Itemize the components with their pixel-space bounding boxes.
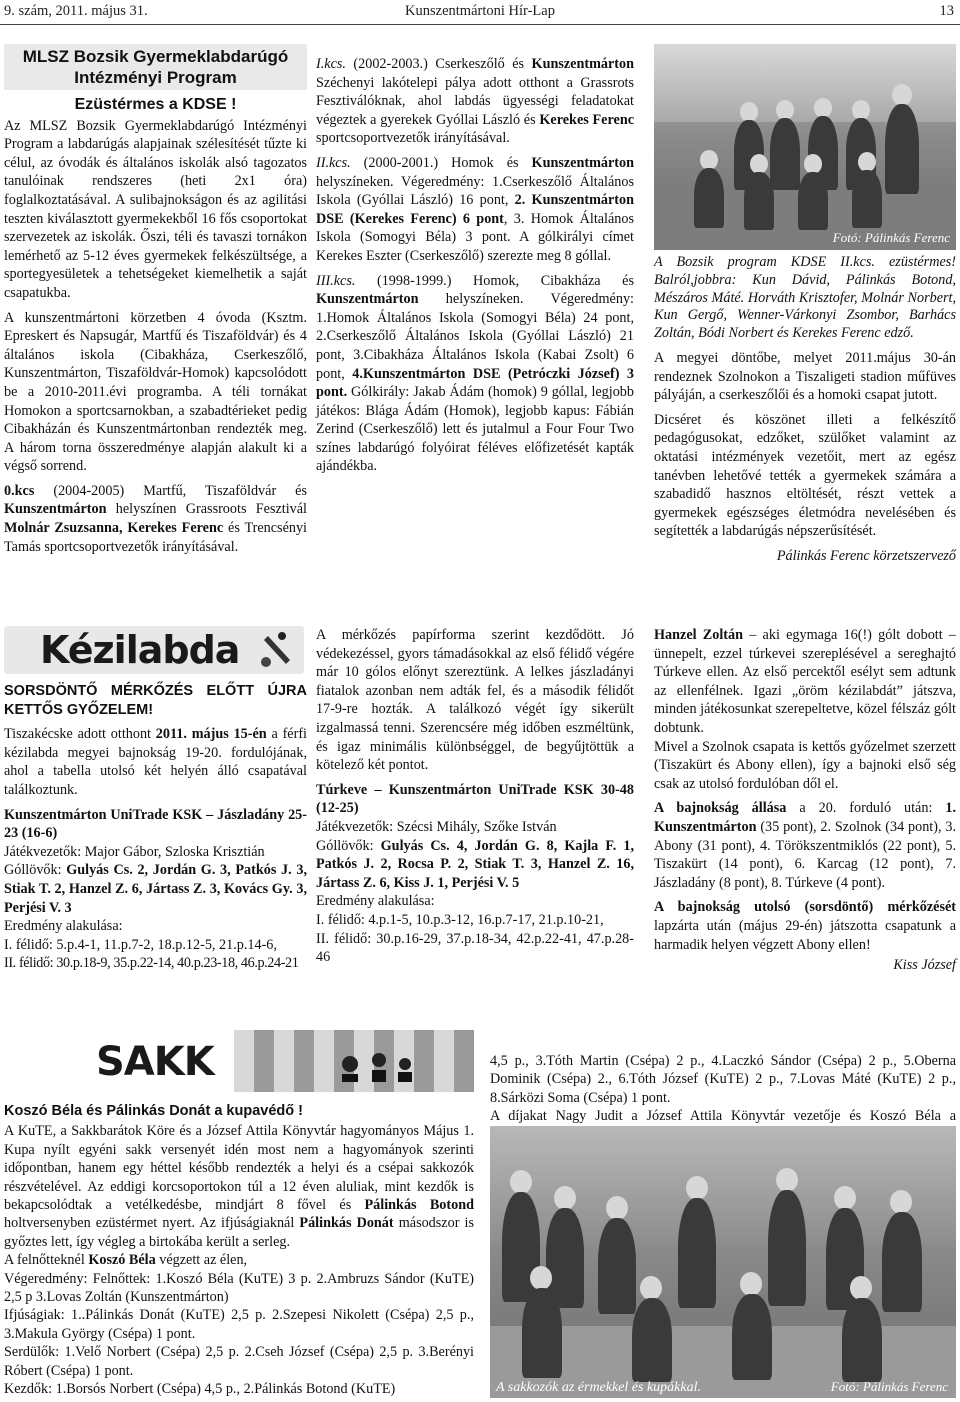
chess-results-beginners: Kezdők: 1.Borsós Norbert (Csépa) 4,5 p., 2.Pálinkás Botond (KuTE) xyxy=(4,1381,396,1398)
person-figure xyxy=(768,1190,806,1306)
mlsz-kcs2: II.kcs. (2000-2001.) Homok és Kunszentmárton helyszíneken. Végeredmény: 1.Cserkeszőlő Általános Iskola (Gyóllai László) 16 pont, 2. Kunszentmárton DSE (Kerekes Ferenc) 6 pont, 3. Homok Általános Iskola (Somogyi Béla) 3 pont. A gólkirályi címet Kerekes Eszter (Cserkeszőlő) szerezte meg 8 góllal. xyxy=(316,154,635,264)
handball-article-cont xyxy=(316,626,634,967)
mlsz-kcs1: I.kcs. (2002-2003.) Cserkeszőlő és Kunszentmárton Széchenyi lakótelepi pálya adott otthont a Grassrots Fesztiválóknak, ahol labdás ügyességi feladatokat végeztek a gyerekek Gyóllai László és Kerekes Ferenc sportcsoportvezetők irányításával. xyxy=(316,56,635,147)
chess-results-adults: Végeredmény: Felnőttek: 1.Koszó Béla (KuTE) 3 p. 2.Ambruzs Sándor (KuTE) 2,5 p 3.Lovas Zoltán (Kunszentmárton) xyxy=(4,1270,474,1306)
mlsz-subtitle: Ezüstérmes a KDSE ! xyxy=(74,96,237,113)
person-head xyxy=(834,1186,856,1210)
person-head xyxy=(554,1186,576,1210)
person-figure xyxy=(598,1218,636,1314)
match1-half1: I. félidő: 5.p.4-1, 11.p.7-2, 18.p.12-5, 21.p.14-6, xyxy=(4,936,277,953)
handball-headline: SORSDÖNTŐ MÉRKŐZÉS ELŐTT ÚJRA KETTŐS GYŐZELEM! xyxy=(4,683,307,718)
mlsz-title-line2: Intézményi Program xyxy=(74,68,237,87)
match2-result-label: Eredmény alakulása: xyxy=(316,893,435,910)
chess-prizes: A díjakat Nagy Judit a József Attila Könyvtár vezetője és Koszó Béla a xyxy=(490,1108,956,1125)
page-header xyxy=(0,0,960,22)
mlsz-signature: Pálinkás Ferenc körzetszervező xyxy=(776,547,956,564)
team-photo-caption: A Bozsik program KDSE II.kcs. ezüstérmes! Balról,jobbra: Kun Dávid, Pálinkás Botond, Mészáros Máté. Horváth Krisztofer, Molnár Norbert, Kun Gergő, Wenner-Várkonyi Zsombor, Barhács Zoltán, Bódi Norbert és Kerekes Ferenc edző. xyxy=(654,254,956,342)
mlsz-kcs3: III.kcs. (1998-1999.) Homok, Cibakháza és Kunszentmárton helyszíneken. Végeredmény: 1.Homok Általános Iskola (Somogyi Béla) 24 pont, 2.Cserkeszőlő Általános Iskola (Gyóllai László) 21 pont, 3.Cibakháza Általános Iskola (Kabai Zsolt) 6 pont, 4.Kunszentmárton DSE (Petróczki József) 3 pont. Gólkirály: Jakab Ádám (homok) 9 góllal, legjobb játékos: Blága Ádám (Homok), legjobb kapus: Fábián Zerind (Cserkeszőlő) lett és jutalmul a Four Four Two színes labdarúgó folyóirat féléves előfizetését kapták ajándékba. xyxy=(316,272,634,475)
handball-player-icon xyxy=(256,630,296,670)
chess-headline: Koszó Béla és Pálinkás Donát a kupavédő ! xyxy=(4,1103,303,1119)
coach-figure xyxy=(885,104,919,194)
chess-paragraph-2: A felnőtteknél Koszó Béla végzett az élen, xyxy=(4,1252,248,1269)
person-figure xyxy=(882,1212,922,1312)
match1-referees: Játékvezetők: Major Gábor, Szloska Krisztián xyxy=(4,843,265,860)
mlsz-paragraph-2: A kunszentmártoni körzetben 4 óvoda (Ksztm. Epreskert és Napsugár, Martfű és Tiszaföldvár) és 4 általános iskola (Cibakháza, Cserkeszőlő, Kunszentmárton, Tiszaföldvár-Homok) kapcsolódott be a 2010-2011.évi programba. A téli tornákat Homokon a sportcsarnokban, a szabadtérieket pedig Cibakházán és Kunszentmártonban rendezték meg. A három torna összeredménye alapján alakult ki a végső sorrend. xyxy=(4,309,307,475)
handball-standing-note: Mivel a Szolnok csapata is kettős győzelmet szerzett (Tiszakürt és Abony ellen), így a bajnoki első ség csak az utolsó fordulóban dől el. xyxy=(654,738,956,792)
chess-results-cadets: Serdülők: 1.Velő Norbert (Csépa) 2,5 p. 2.Cseh József (Csépa) 2,5 p. 3.Berényi Róbert (Csépa) 1 pont. xyxy=(4,1344,474,1379)
mlsz-paragraph-1: Az MLSZ Bozsik Gyermeklabdarúgó Intézményi Program a labdarúgás alapjainak szélesítését tűzte ki célul, az óvodák és általános iskolák alsó tagozatos tanulóinak rendszeres (heti 2x1 óra) foglalkoztatásával. A sulibajnokságon és az agilitási teszten kiválasztott gyermekekből 16 fős csoportokat szervezetek az iskolák. Őszi, téli és tavaszi tornákon lemérhető az 5-12 éves gyermekek felkészültsége, a sportegyesületek a tehetségeket kiemelhetik a saját csapatukba. xyxy=(4,117,307,301)
person-head xyxy=(776,1168,798,1192)
mlsz-article xyxy=(4,44,307,562)
chess-photo-caption: A sakkozók az érmekkel és kupákkal. xyxy=(496,1380,701,1395)
player-head xyxy=(852,100,870,120)
player-head xyxy=(814,98,832,118)
mlsz-thanks: Dicséret és köszönet illeti a felkészítő pedagógusokat, edzőket, szülőket valamint az oktatási intézmények vezetőit, mert az egész tanévben lehetővé tették a gyermekek számára a szabadidő hasznos eltöltését, részt vettek a gyermekek egészséges életmódra nevelésében és segítették a labdarúgás népszerűsítését. xyxy=(654,411,956,540)
person-figure xyxy=(522,1288,562,1378)
chess-article xyxy=(4,1102,474,1399)
chess-paragraph-1: A KuTE, a Sakkbarátok Köre és a József Attila Könyvtár hagyományos Május 1. Kupa nyílt egyéni sakk versenyét idén most nem a hagyományok szerinti időpontban, hanem egy héttel később rendezték a helyi és a csépai sakkozók részvételével. Az eddigi korcsoportokon túl a 12 éven aluliak, mint kezdők is bekapcsolódtak a vetélkedésbe, mindjárt 8 fővel és Pálinkás Botond holtversenyben ezüstérmet nyert. Az ifjúságiaknál Pálinkás Donát másodszor is győztes lett, így végleg a birtokába került a serleg. xyxy=(4,1123,474,1250)
handball-table: A bajnokság állása a 20. forduló után: 1. Kunszentmárton (35 pont), 2. Szolnok (34 pont), 3. Abony (31 pont), 4. Törökszentmiklós (22 pont), 5. Tiszakürt (14 pont), 6. Karcag (12 pont), 7. Jászladány (8 pont), 8. Túrkeve (4 pont). xyxy=(654,800,956,891)
player-figure xyxy=(798,172,828,230)
player-head xyxy=(858,152,876,172)
handball-article xyxy=(4,682,307,973)
player-head xyxy=(740,102,758,122)
paper-title: Kunszentmártoni Hír-Lap xyxy=(405,3,555,19)
coach-head xyxy=(892,84,912,106)
chess-pieces-icon xyxy=(334,1034,424,1090)
match1-title: Kunszentmárton UniTrade KSK – Jászladány 25-23 (16-6) xyxy=(4,806,307,842)
person-head xyxy=(640,1276,662,1300)
person-head xyxy=(510,1170,532,1194)
header-rule xyxy=(0,24,960,25)
mlsz-title-line1: MLSZ Bozsik Gyermeklabdarúgó xyxy=(22,47,289,66)
person-head xyxy=(606,1196,628,1220)
person-figure xyxy=(842,1298,882,1382)
match2-referees: Játékvezetők: Szécsi Mihály, Szőke István xyxy=(316,818,557,835)
chess-banner-title: SAKK xyxy=(96,1039,214,1085)
issue-date: 9. szám, 2011. május 31. xyxy=(4,3,148,19)
match1-result-label: Eredmény alakulása: xyxy=(4,918,123,935)
chess-photo xyxy=(490,1126,956,1398)
player-figure xyxy=(770,118,800,190)
mlsz-title xyxy=(4,44,307,90)
handball-final-match: A bajnokság utolsó (sorsdöntő) mérkőzését lapzárta után (május 29-én) játszotta csapatunk a harmadik helyen végzett Abony ellen! xyxy=(654,899,956,953)
team-photo xyxy=(654,44,956,250)
mlsz-paragraph-3: 0.kcs (2004-2005) Martfű, Tiszaföldvár és Kunszentmárton helyszínen Grassroots Fesztivál Molnár Zsuzsanna, Kerekes Ferenc és Trencsényi Tamás sportcsoportvezetők irányításával. xyxy=(4,482,307,555)
player-head xyxy=(750,154,768,174)
player-head xyxy=(776,100,794,120)
player-figure xyxy=(852,170,882,228)
page-number: 13 xyxy=(939,3,954,19)
mlsz-right-column xyxy=(654,254,956,572)
handball-intro: Tiszakécske adott otthont 2011. május 15-én a férfi kézilabda megyei bajnokság 19-20. fordulójának, ahol a tabella utolsó két helyén álló csapatával találkoztunk. xyxy=(4,726,307,798)
person-head xyxy=(890,1190,912,1214)
match2-half2: II. félidő: 30.p.16-29, 37.p.18-34, 42.p.22-41, 47.p.28-46 xyxy=(316,930,634,966)
handball-report: A mérkőzés papírforma szerint kezdődött. Jó védekezéssel, gyors támadásokkal az első félidő végére már 10 gólos előnyt szereztünk. A lelkes jászladányi fiatalok azonban nem adták fel, és a második félidőt 17-9-re hozták. A találkozó végét így sikerült izgalmassá tenni. Szerencsére még időben eszméltünk, és igaz minimális különbséggel, de begyűjtöttük a kötelező két pontot. xyxy=(316,627,634,774)
handball-banner-title: Kézilabda xyxy=(40,628,240,672)
match1-scorers: Góllövők: Gulyás Cs. 2, Jordán G. 3, Patkós J. 3, Stiak T. 2, Hanzel Z. 6, Jártass Z. 3, Kovács Gy. 3, Perjési V. 3 xyxy=(4,862,307,916)
match1-half2: II. félidő: 30.p.18-9, 35.p.22-14, 40.p.23-18, 46.p.24-21 xyxy=(4,955,299,972)
handball-article-right xyxy=(654,626,956,981)
chess-banner xyxy=(4,1028,474,1096)
person-head xyxy=(530,1266,552,1290)
person-head xyxy=(850,1276,872,1300)
person-figure xyxy=(678,1198,716,1308)
player-figure xyxy=(694,168,724,228)
player-head xyxy=(804,154,822,174)
person-head xyxy=(686,1176,708,1200)
chess-results-youth: Ifjúságiak: 1..Pálinkás Donát (KuTE) 2,5 p. 2.Szepesi Nikolett (Csépa) 2,5 p., 3.Makula György (Csépa) 1 pont. xyxy=(4,1307,474,1342)
person-figure xyxy=(732,1294,772,1380)
player-figure xyxy=(744,172,774,230)
match2-scorers: Góllövők: Gulyás Cs. 4, Jordán G. 8, Kajla F. 1, Patkós J. 2, Rocsa P. 2, Stiak T. 3, Hanzel Z. 16, Jártass Z. 6, Kiss J. 1, Perjési V. 5 xyxy=(316,837,634,891)
chess-results-beginners-cont: 4,5 p., 3.Tóth Martin (Csépa) 2 p., 4.Laczkó Sándor (Csépa) 2 p., 5.Oberna Dominik (Csépa) 2., 6.Tóth József (KuTE) 2 p., 7.Lovas Máté (KuTE) 2 p., 8.Sárközi Soma (Csépa) 1 pont. xyxy=(490,1053,956,1106)
match2-title: Túrkeve – Kunszentmárton UniTrade KSK 30-48 (12-25) xyxy=(316,781,634,817)
match2-half1: I. félidő: 4.p.1-5, 10.p.3-12, 16.p.7-17, 21.p.10-21, xyxy=(316,911,604,928)
team-photo-credit: Fotó: Pálinkás Ferenc xyxy=(832,230,950,245)
handball-hanzel: Hanzel Zoltán – aki egymaga 16(!) gólt dobott – ünnepelt, ezzel túrkevei szereplésével a sereghajtó Túrkeve ellen. Az első percektől esélyt sem adtunk az ellenfélnek. Igazi „öröm kézilabdát” játszva, minden játékosunkat szerepeltetve, közel félszáz gólt dobtunk. xyxy=(654,627,957,736)
person-head xyxy=(740,1272,762,1296)
handball-author: Kiss József xyxy=(893,957,956,974)
player-head xyxy=(700,150,718,170)
chess-photo-credit: Fotó: Pálinkás Ferenc xyxy=(830,1379,948,1394)
person-figure xyxy=(632,1298,672,1382)
mlsz-final-info: A megyei döntőbe, melyet 2011.május 30-án rendeznek Szolnokon a Tiszaligeti stadion műfüves pályáján, a cserkeszőlői és a homoki csapat jutott. xyxy=(654,349,956,404)
mlsz-article-cont xyxy=(316,55,634,482)
